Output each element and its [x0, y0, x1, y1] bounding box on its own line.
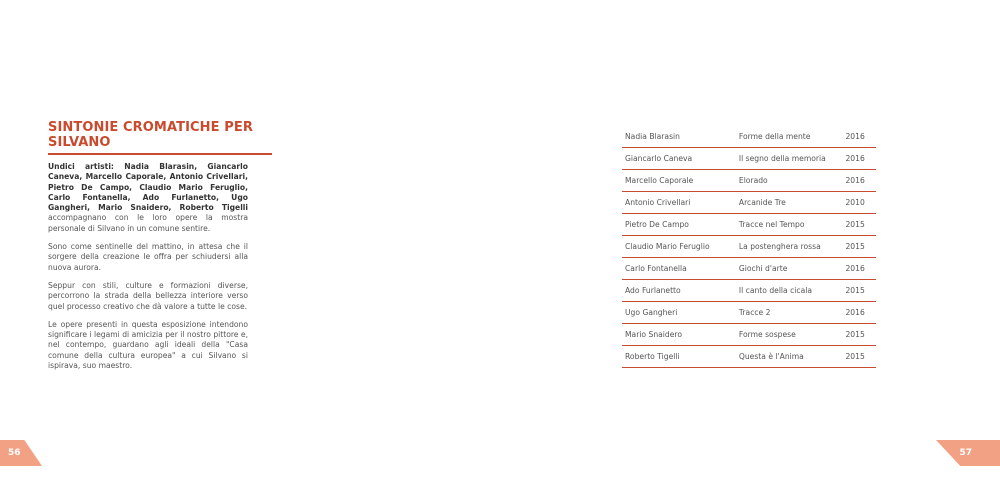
lead-tail: accompagnano con le loro opere la mostra personale di Silvano in un comune sentire. [48, 213, 248, 233]
work-title-cell: Forme sospese [736, 324, 843, 346]
title-rule [48, 153, 272, 155]
artist-cell: Ugo Gangheri [622, 302, 736, 324]
artist-cell: Giancarlo Caneva [622, 148, 736, 170]
work-title-cell: La postenghera rossa [736, 236, 843, 258]
paragraph-2: Seppur con stili, culture e formazioni diverse, percorrono la strada della bellezza interiore verso quel processo creativo che dà valore a tutte le cose. [48, 280, 248, 311]
work-title-cell: Elorado [736, 170, 843, 192]
page-number-right: 57 [959, 448, 972, 458]
work-title-cell: Giochi d'arte [736, 258, 843, 280]
table-row [622, 192, 876, 214]
work-title-cell: Questa è l'Anima [736, 346, 843, 368]
page-number-tab-left [0, 440, 42, 466]
year-cell: 2015 [842, 280, 876, 302]
artist-cell: Roberto Tigelli [622, 346, 736, 368]
year-cell: 2015 [842, 346, 876, 368]
table-row [622, 236, 876, 258]
year-cell: 2015 [842, 214, 876, 236]
work-title-cell: Il segno della memoria [736, 148, 843, 170]
artist-cell: Carlo Fontanella [622, 258, 736, 280]
year-cell: 2010 [842, 192, 876, 214]
table-row [622, 302, 876, 324]
work-title-cell: Tracce 2 [736, 302, 843, 324]
year-cell: 2016 [842, 148, 876, 170]
work-title-cell: Arcanide Tre [736, 192, 843, 214]
table-row [622, 346, 876, 368]
table-row [622, 280, 876, 302]
artist-cell: Claudio Mario Feruglio [622, 236, 736, 258]
work-title-cell: Forme della mente [736, 126, 843, 148]
right-page [500, 0, 1000, 500]
table-row [622, 258, 876, 280]
work-title-cell: Tracce nel Tempo [736, 214, 843, 236]
artist-cell: Nadia Blarasin [622, 126, 736, 148]
body-text [48, 162, 248, 379]
artists-lead: Undici artisti: Nadia Blarasin, Giancarlo Caneva, Marcello Caporale, Antonio Crivellari, Pietro De Campo, Claudio Mario Feruglio, Carlo Fontanella, Ado Furlanetto, Ugo Gangheri, Mario Snaidero, Roberto Tigelli [48, 162, 248, 213]
artist-cell: Ado Furlanetto [622, 280, 736, 302]
table-row [622, 126, 876, 148]
year-cell: 2015 [842, 324, 876, 346]
artist-cell: Pietro De Campo [622, 214, 736, 236]
year-cell: 2015 [842, 236, 876, 258]
works-table-body [622, 126, 876, 368]
work-title-cell: Il canto della cicala [736, 280, 843, 302]
year-cell: 2016 [842, 302, 876, 324]
paragraph-1: Sono come sentinelle del mattino, in attesa che il sorgere della creazione le offra per schiudersi alla nuova aurora. [48, 242, 248, 272]
artist-cell: Antonio Crivellari [622, 192, 736, 214]
artist-cell: Marcello Caporale [622, 170, 736, 192]
table-row [622, 148, 876, 170]
table-row [622, 324, 876, 346]
page-number-left: 56 [8, 448, 21, 458]
year-cell: 2016 [842, 258, 876, 280]
works-table [622, 126, 876, 368]
paragraph-3: Le opere presenti in questa esposizione intendono significare i legami di amicizia per il nostro pittore e, nel contempo, guardano agli ideali della "Casa comune della cultura europea" a cui Silvano si ispirava, suo maestro. [48, 319, 248, 371]
year-cell: 2016 [842, 170, 876, 192]
table-row [622, 214, 876, 236]
page-title: SINTONIE CROMATICHE PER SILVANO [48, 120, 253, 150]
year-cell: 2016 [842, 126, 876, 148]
table-row [622, 170, 876, 192]
artist-cell: Mario Snaidero [622, 324, 736, 346]
intro-paragraph [48, 162, 248, 234]
